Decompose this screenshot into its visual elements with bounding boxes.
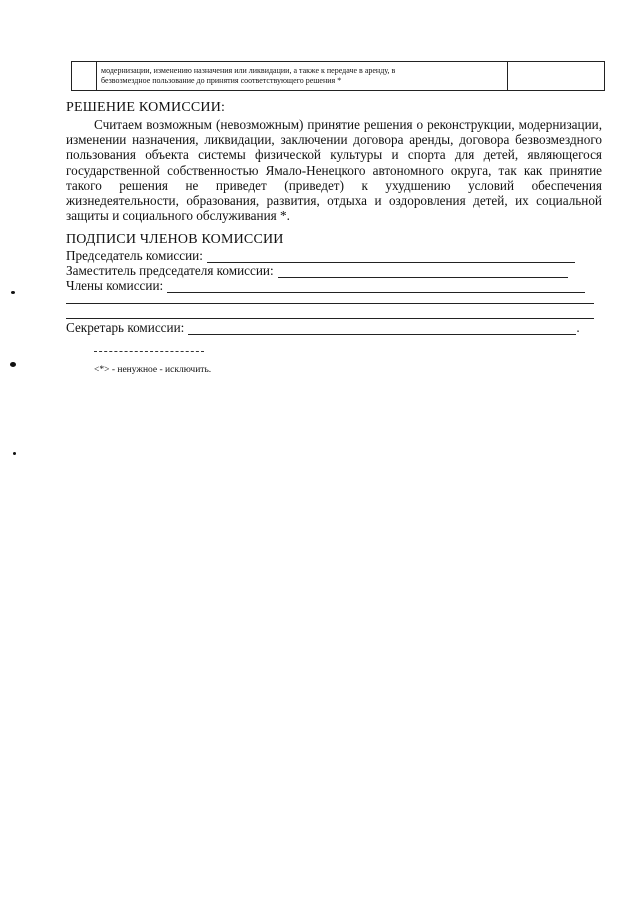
footnote-text: <*> - ненужное - исключить. <box>94 365 212 375</box>
table-cell-value <box>508 62 604 90</box>
chairman-label: Председатель комиссии: <box>66 248 203 263</box>
vice-chairman-signature-line <box>66 263 568 278</box>
table-cell-number <box>72 62 97 90</box>
table-cell-line: модернизации, изменению назначения или ликвидации, а также к передаче в аренду, в <box>101 66 396 75</box>
scan-artifact-mark <box>10 362 16 367</box>
scan-artifact-mark <box>11 291 15 294</box>
scan-artifact-mark <box>13 452 16 455</box>
decision-heading: РЕШЕНИЕ КОМИССИИ: <box>66 100 226 115</box>
footnote-separator <box>94 351 204 352</box>
secretary-signature-field <box>188 323 576 335</box>
vice-chairman-signature-field <box>278 266 568 278</box>
table-fragment <box>71 61 605 91</box>
table-cell-description <box>97 62 508 90</box>
members-signature-line <box>66 278 585 293</box>
vice-chairman-label: Заместитель председателя комиссии: <box>66 263 274 278</box>
decision-text: Считаем возможным (невозможным) принятие решения о реконструкции, модернизации, изменении назначения, ликвидации, заключении договора аренды, договора безвозмездного пользования объекта системы физической культуры и спорта для детей, являющегося государственной собственностью Ямало-Ненецкого автономного округа, так как принятие такого решения не приведет (приведет) к ухудшению условий обеспечения жизнедеятельности, образования, развития, отдыха и оздоровления детей, их социальной защиты и социального обслуживания *. <box>66 117 602 224</box>
secretary-label: Секретарь комиссии: <box>66 320 185 335</box>
signatures-heading: ПОДПИСИ ЧЛЕНОВ КОМИССИИ <box>66 232 284 247</box>
member-signature-rule <box>66 318 594 319</box>
chairman-signature-line <box>66 248 575 263</box>
secretary-signature-line <box>66 320 580 335</box>
secretary-end-mark: . <box>576 320 580 335</box>
members-signature-field <box>167 281 585 293</box>
chairman-signature-field <box>207 251 575 263</box>
member-signature-rule <box>66 303 594 304</box>
table-cell-line: безвозмездное пользование до принятия соответствующего решения * <box>101 76 342 85</box>
members-label: Члены комиссии: <box>66 278 164 293</box>
